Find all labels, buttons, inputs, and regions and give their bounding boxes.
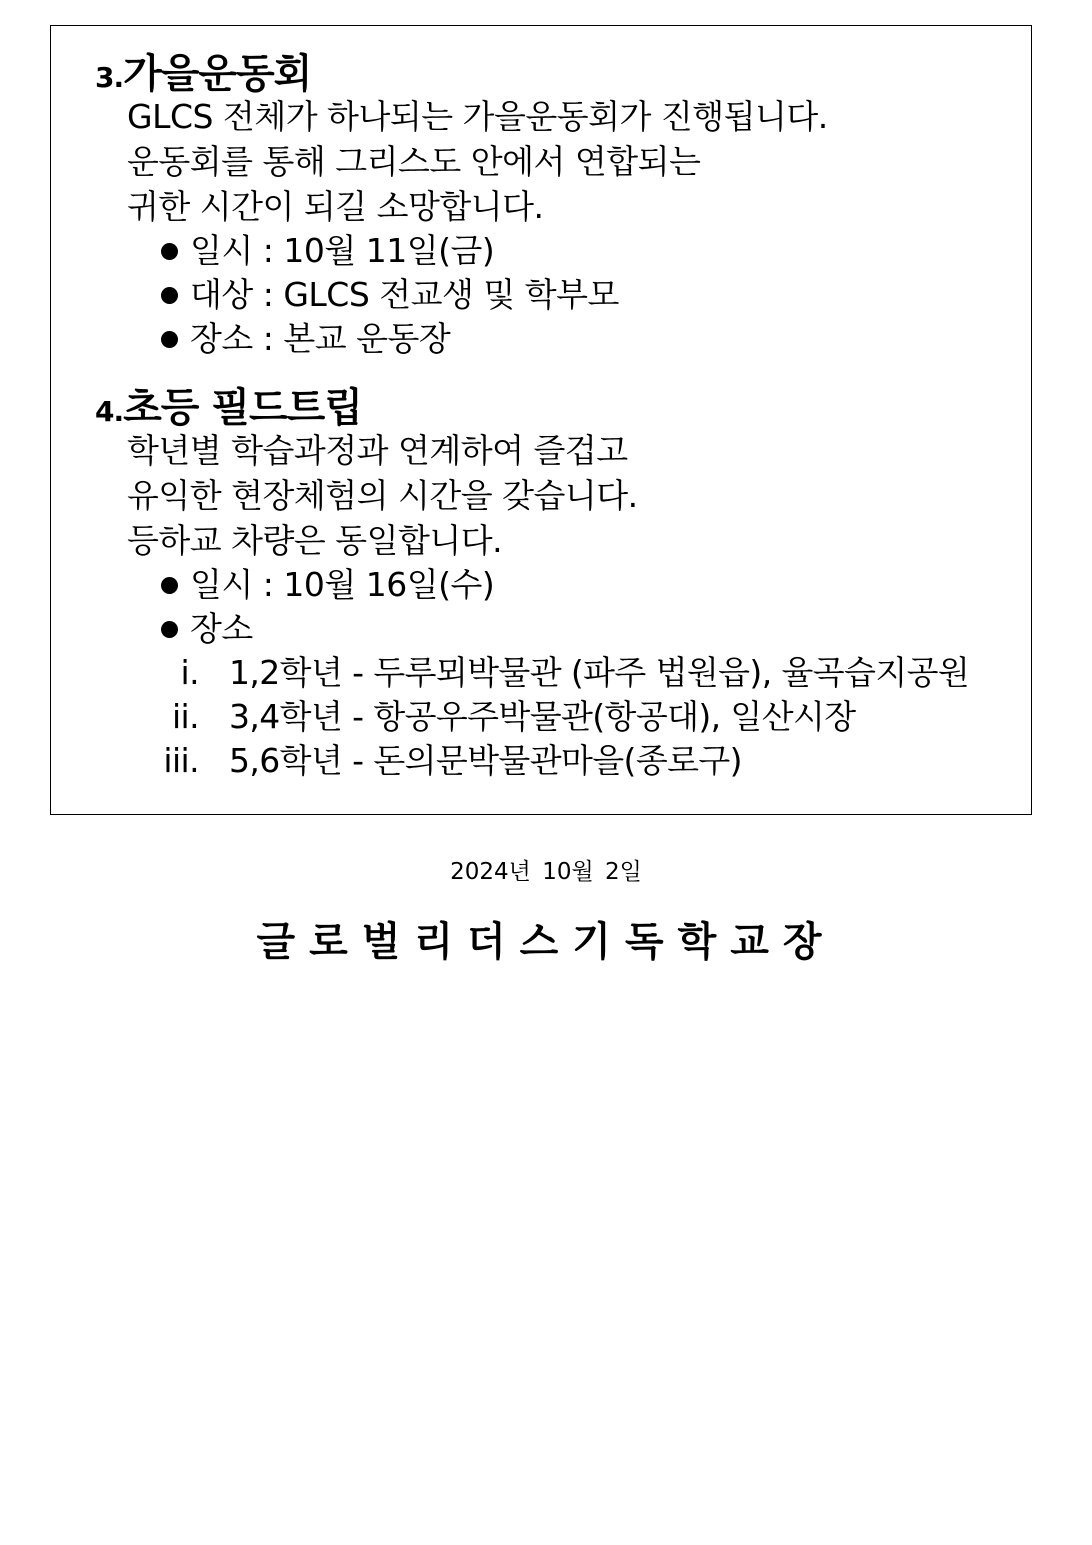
description-line: 유익한 현장체험의 시간을 갖습니다. [127, 476, 638, 515]
section-number: 4. [95, 395, 124, 428]
school-principal-signature: 글로벌리더스기독학교장 [256, 919, 836, 965]
section-title [95, 376, 1021, 431]
section-number: 3. [95, 61, 124, 94]
bullet-icon [161, 577, 178, 594]
place-text: 3,4학년 - 항공우주박물관(항공대), 일산시장 [229, 697, 856, 736]
detail-text: 대상 : GLCS 전교생 및 학부모 [190, 275, 619, 314]
detail-text: 일시 : 10월 16일(수) [190, 565, 495, 604]
detail-item-place [161, 607, 1021, 651]
section-heading: 초등 필드트립 [123, 385, 362, 431]
bullet-icon [161, 243, 178, 260]
place-item [95, 739, 1021, 783]
place-number: i. [180, 653, 199, 692]
notice-box [50, 25, 1032, 815]
detail-list [95, 229, 1021, 361]
place-item [95, 695, 1021, 739]
section-field-trip [95, 376, 1021, 783]
place-list [95, 651, 1021, 783]
detail-text: 장소 [190, 609, 253, 648]
description-line: GLCS 전체가 하나되는 가을운동회가 진행됩니다. [127, 97, 828, 136]
detail-item-target [161, 273, 1021, 317]
section-heading: 가을운동회 [123, 51, 312, 97]
detail-list [95, 563, 1021, 651]
place-number: iii. [163, 741, 199, 780]
description-line: 등하교 차량은 동일합니다. [127, 521, 503, 560]
description-line: 학년별 학습과정과 연계하여 즐겁고 [127, 431, 628, 470]
bullet-icon [161, 331, 178, 348]
detail-item-date [161, 563, 1021, 607]
issue-date: 2024년 10월 2일 [450, 859, 642, 885]
section-autumn-sports-day [95, 42, 1021, 361]
bullet-icon [161, 621, 178, 638]
description-line: 귀한 시간이 되길 소망합니다. [127, 187, 544, 226]
section-title [95, 42, 1021, 97]
description-line: 운동회를 통해 그리스도 안에서 연합되는 [127, 142, 701, 181]
place-text: 5,6학년 - 돈의문박물관마을(종로구) [229, 741, 742, 780]
place-item [95, 651, 1021, 695]
detail-item-place [161, 317, 1021, 361]
place-number: ii. [171, 697, 199, 736]
bullet-icon [161, 287, 178, 304]
place-text: 1,2학년 - 두루뫼박물관 (파주 법원읍), 율곡습지공원 [229, 653, 970, 692]
detail-text: 일시 : 10월 11일(금) [190, 231, 495, 270]
detail-item-date [161, 229, 1021, 273]
detail-text: 장소 : 본교 운동장 [190, 319, 451, 358]
